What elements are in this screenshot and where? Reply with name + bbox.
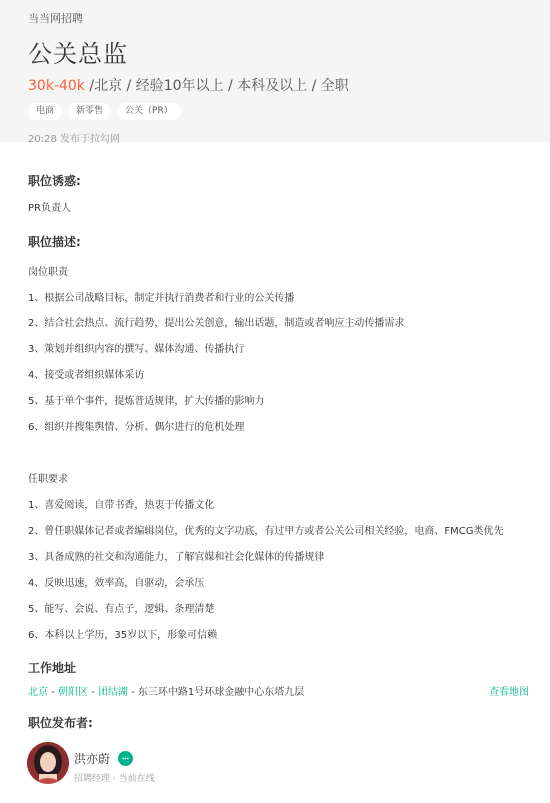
view-map-link[interactable]: 查看地图: [489, 687, 529, 698]
avatar[interactable]: [27, 742, 69, 784]
requirement-item: 5、能写、会说、有点子，逻辑、条理清楚: [28, 604, 215, 615]
company-name[interactable]: 当当网招聘: [28, 12, 83, 25]
avatar-portrait-icon: [27, 742, 69, 784]
publisher-heading: 职位发布者:: [28, 716, 93, 730]
duties-title: 岗位职责: [28, 267, 68, 278]
tag-item[interactable]: 公关（PR）: [117, 103, 181, 120]
job-title: 公关总监: [28, 40, 128, 68]
publisher-status: 招聘经理 · 当前在线: [74, 774, 155, 784]
salary: 30k-40k: [28, 78, 85, 94]
address-sep: -: [87, 687, 98, 698]
requirement-item: 6、本科以上学历，35岁以下，形象可信赖: [28, 630, 218, 641]
chat-icon[interactable]: [118, 751, 133, 766]
job-header: [0, 0, 550, 145]
job-meta: [28, 75, 522, 95]
publish-time: 20:28 发布于拉勾网: [28, 134, 120, 145]
address-sep: -: [48, 687, 58, 698]
job-details: /北京 / 经验10年以上 / 本科及以上 / 全职: [84, 78, 349, 94]
publisher-name[interactable]: 洪亦蔚: [74, 752, 111, 766]
address-district[interactable]: 朝阳区: [57, 687, 88, 698]
duty-item: 4、接受或者组织媒体采访: [28, 370, 145, 381]
duty-item: 6、组织并搜集舆情、分析、偶尔进行的危机处理: [28, 422, 245, 433]
duty-item: 1、根据公司战略目标，制定并执行消费者和行业的公关传播: [28, 293, 295, 304]
chat-bubble-icon: [121, 754, 130, 763]
tag-item[interactable]: 新零售: [68, 103, 111, 120]
duty-item: 2、结合社会热点、流行趋势，提出公关创意，输出话题，制造或者响应主动传播需求: [28, 318, 405, 329]
duty-item: 5、基于单个事件，提炼普适规律，扩大传播的影响力: [28, 396, 265, 407]
address-city[interactable]: 北京: [28, 687, 48, 698]
requirement-item: 2、曾任职媒体记者或者编辑岗位，优秀的文字功底，有过甲方或者公关公司相关经验，电商、FMCG类优先: [28, 526, 504, 537]
tag-list: [28, 103, 522, 120]
address-street: - 东三环中路1号环球金融中心东塔九层: [127, 687, 305, 698]
address-line: [28, 683, 304, 698]
requirement-item: 4、反映迅速，效率高，自驱动，会承压: [28, 578, 205, 589]
requirement-item: 3、具备成熟的社交和沟通能力，了解官媒和社会化媒体的传播规律: [28, 552, 325, 563]
address-heading: 工作地址: [28, 661, 77, 675]
duty-item: 3、策划并组织内容的撰写、媒体沟通、传播执行: [28, 344, 245, 355]
advantage-heading: 职位诱惑:: [28, 174, 81, 188]
advantage-text: PR负责人: [28, 203, 71, 214]
address-area[interactable]: 团结湖: [97, 687, 128, 698]
description-heading: 职位描述:: [28, 235, 81, 249]
requirement-item: 1、喜爱阅读，自带书香，热衷于传播文化: [28, 500, 215, 511]
requirements-title: 任职要求: [28, 474, 68, 485]
tag-item[interactable]: 电商: [28, 103, 62, 120]
